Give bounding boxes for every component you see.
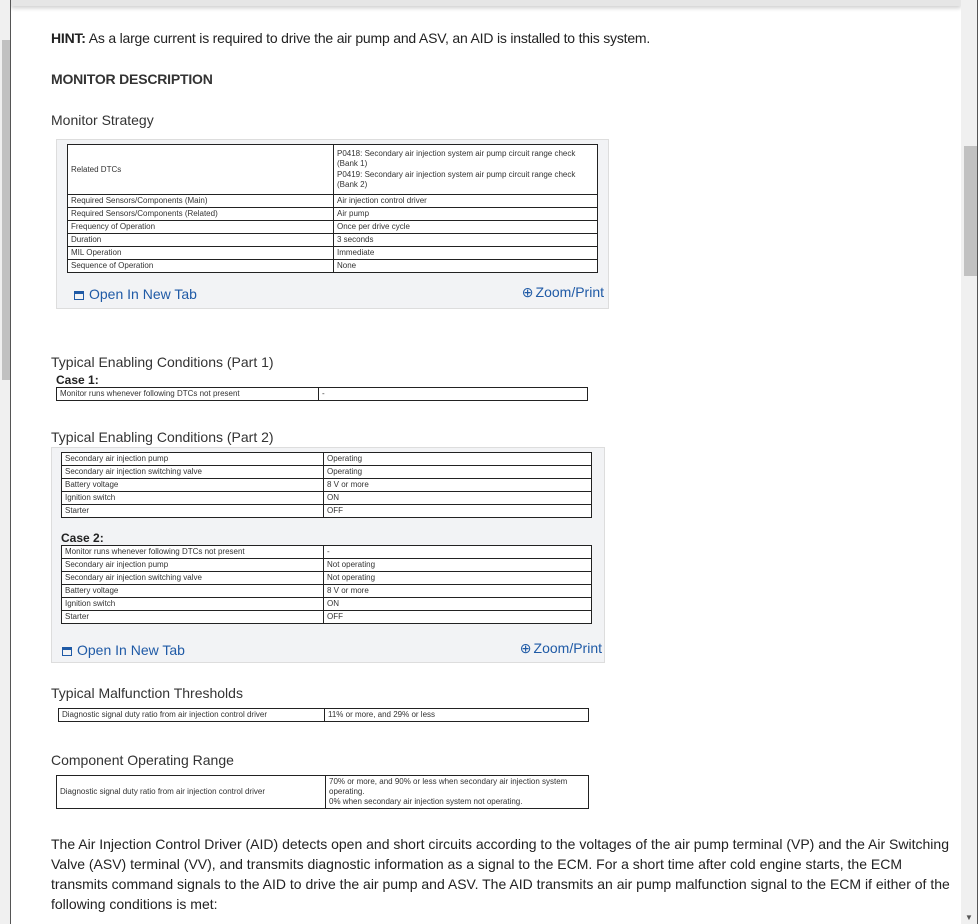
- table-cell: Ignition switch: [62, 492, 324, 505]
- cell-line: P0419: Secondary air injection system air pump circuit range check (Bank 2): [337, 169, 576, 189]
- open-in-new-tab-link[interactable]: [62, 642, 185, 658]
- table-cell: [324, 466, 592, 479]
- table-row: [68, 247, 598, 260]
- open-in-new-tab-link[interactable]: [74, 286, 197, 302]
- cell-line: 3 seconds: [337, 235, 374, 244]
- table-cell: Secondary air injection switching valve: [62, 572, 324, 585]
- table-cell: [326, 776, 589, 809]
- operating-range-table: [56, 775, 589, 809]
- enabling2-case2-table: [61, 545, 592, 624]
- zoom-in-icon: ⊕: [521, 284, 534, 300]
- enabling1-table: [56, 387, 588, 401]
- table-row: [68, 195, 598, 208]
- open-link-label: Open In New Tab: [77, 642, 185, 658]
- table-cell: Battery voltage: [62, 585, 324, 598]
- table-row: [68, 208, 598, 221]
- monitor-strategy-title: Monitor Strategy: [51, 112, 154, 128]
- enabling2-title: Typical Enabling Conditions (Part 2): [51, 429, 274, 445]
- table-cell: Diagnostic signal duty ratio from air injection control driver: [59, 709, 325, 722]
- zoom-print-link[interactable]: [520, 640, 602, 657]
- table-row: [57, 388, 588, 401]
- thresholds-title: Typical Malfunction Thresholds: [51, 685, 243, 701]
- cell-line: ON: [327, 599, 339, 608]
- cell-line: 0% when secondary air injection system not operating.: [329, 797, 523, 806]
- table-cell: Starter: [62, 505, 324, 518]
- cell-line: Once per drive cycle: [337, 222, 410, 231]
- table-row: [57, 776, 589, 809]
- hint-text: [51, 30, 650, 46]
- content-panel: [10, 0, 978, 924]
- table-cell: [334, 260, 598, 273]
- operating-range-title: Component Operating Range: [51, 752, 234, 768]
- table-cell: [324, 546, 592, 559]
- case1-label: Case 1:: [56, 373, 99, 387]
- table-cell: [334, 234, 598, 247]
- monitor-strategy-table: [67, 144, 598, 273]
- table-cell: Related DTCs: [68, 145, 334, 195]
- enabling2-table: [61, 452, 592, 518]
- cell-line: Air pump: [337, 209, 370, 218]
- zoom-link-label: Zoom/Print: [533, 640, 602, 656]
- zoom-in-icon: ⊕: [519, 640, 532, 656]
- table-cell: Diagnostic signal duty ratio from air injection control driver: [57, 776, 326, 809]
- table-row: [62, 505, 592, 518]
- cell-line: Immediate: [337, 248, 375, 257]
- scrollbar-thumb[interactable]: [964, 146, 977, 276]
- table-cell: MIL Operation: [68, 247, 334, 260]
- cell-line: None: [337, 261, 357, 270]
- table-cell: [334, 145, 598, 195]
- new-tab-icon: [74, 291, 84, 300]
- table-cell: Starter: [62, 611, 324, 624]
- cell-line: -: [327, 547, 330, 556]
- cell-line: Not operating: [327, 560, 376, 569]
- enabling1-title: Typical Enabling Conditions (Part 1): [51, 354, 274, 370]
- table-cell: [324, 611, 592, 624]
- new-tab-icon: [62, 647, 72, 656]
- cell-line: Operating: [327, 467, 363, 476]
- table-cell: [324, 572, 592, 585]
- table-row: [62, 453, 592, 466]
- cell-line: OFF: [327, 612, 343, 621]
- table-cell: Secondary air injection switching valve: [62, 466, 324, 479]
- table-cell: [334, 208, 598, 221]
- table-cell: [319, 388, 588, 401]
- table-cell: Duration: [68, 234, 334, 247]
- table-cell: [324, 479, 592, 492]
- table-row: [59, 709, 589, 722]
- case2-label: Case 2:: [61, 531, 104, 545]
- section-heading: MONITOR DESCRIPTION: [51, 71, 213, 87]
- monitor-strategy-figure: [56, 139, 609, 309]
- table-cell: Secondary air injection pump: [62, 559, 324, 572]
- table-row: [62, 559, 592, 572]
- table-cell: Required Sensors/Components (Main): [68, 195, 334, 208]
- description-paragraph: The Air Injection Control Driver (AID) detects open and short circuits according to the voltages of the air pump terminal (VP) and the Air Switching Valve (ASV) terminal (VV), and transmits diagnostic information as a signal to the ECM. For a short time after cold engine starts, the ECM transmits command signals to the AID to drive the air pump and ASV. The AID transmits an air pump malfunction signal to the ECM if either of the following conditions is met:: [51, 836, 950, 912]
- table-row: [62, 585, 592, 598]
- cell-line: Air injection control driver: [337, 196, 427, 205]
- table-row: [62, 611, 592, 624]
- table-cell: Ignition switch: [62, 598, 324, 611]
- table-row: [62, 598, 592, 611]
- table-cell: Secondary air injection pump: [62, 453, 324, 466]
- cell-line: ON: [327, 493, 339, 502]
- cell-line: OFF: [327, 506, 343, 515]
- outer-scrollbar[interactable]: [0, 0, 10, 924]
- table-row: [62, 466, 592, 479]
- table-row: [62, 492, 592, 505]
- table-cell: Monitor runs whenever following DTCs not present: [57, 388, 319, 401]
- table-row: [68, 234, 598, 247]
- thresholds-table: [58, 708, 589, 722]
- table-cell: Frequency of Operation: [68, 221, 334, 234]
- table-row: [62, 479, 592, 492]
- table-cell: [324, 585, 592, 598]
- cell-line: 8 V or more: [327, 480, 369, 489]
- table-cell: [324, 559, 592, 572]
- enabling2-figure: [51, 447, 605, 663]
- header-bar: [11, 0, 961, 6]
- scrollbar[interactable]: [961, 0, 977, 924]
- cell-line: Not operating: [327, 573, 376, 582]
- zoom-link-label: Zoom/Print: [535, 284, 604, 300]
- open-link-label: Open In New Tab: [89, 286, 197, 302]
- table-cell: [324, 492, 592, 505]
- table-cell: Monitor runs whenever following DTCs not present: [62, 546, 324, 559]
- scroll-down-arrow-icon[interactable]: ▼: [965, 913, 973, 922]
- table-row: [62, 572, 592, 585]
- cell-line: 70% or more, and 90% or less when secondary air injection system operating.: [329, 777, 568, 796]
- outer-scrollbar-thumb[interactable]: [2, 40, 10, 380]
- table-cell: Sequence of Operation: [68, 260, 334, 273]
- table-row: [68, 221, 598, 234]
- cell-line: 8 V or more: [327, 586, 369, 595]
- table-row: [68, 145, 598, 195]
- table-cell: Required Sensors/Components (Related): [68, 208, 334, 221]
- cell-line: P0418: Secondary air injection system air pump circuit range check (Bank 1): [337, 148, 576, 168]
- hint-label: HINT:: [51, 30, 86, 46]
- cell-line: -: [322, 389, 325, 398]
- table-cell: [334, 195, 598, 208]
- table-cell: [334, 247, 598, 260]
- table-row: [62, 546, 592, 559]
- hint-body: As a large current is required to drive the air pump and ASV, an AID is installed to this system.: [85, 30, 651, 46]
- table-cell: [324, 598, 592, 611]
- table-cell: 11% or more, and 29% or less: [325, 709, 589, 722]
- table-cell: Battery voltage: [62, 479, 324, 492]
- zoom-print-link[interactable]: [522, 284, 604, 301]
- cell-line: Operating: [327, 454, 363, 463]
- table-cell: [324, 453, 592, 466]
- table-cell: [324, 505, 592, 518]
- table-row: [68, 260, 598, 273]
- table-cell: [334, 221, 598, 234]
